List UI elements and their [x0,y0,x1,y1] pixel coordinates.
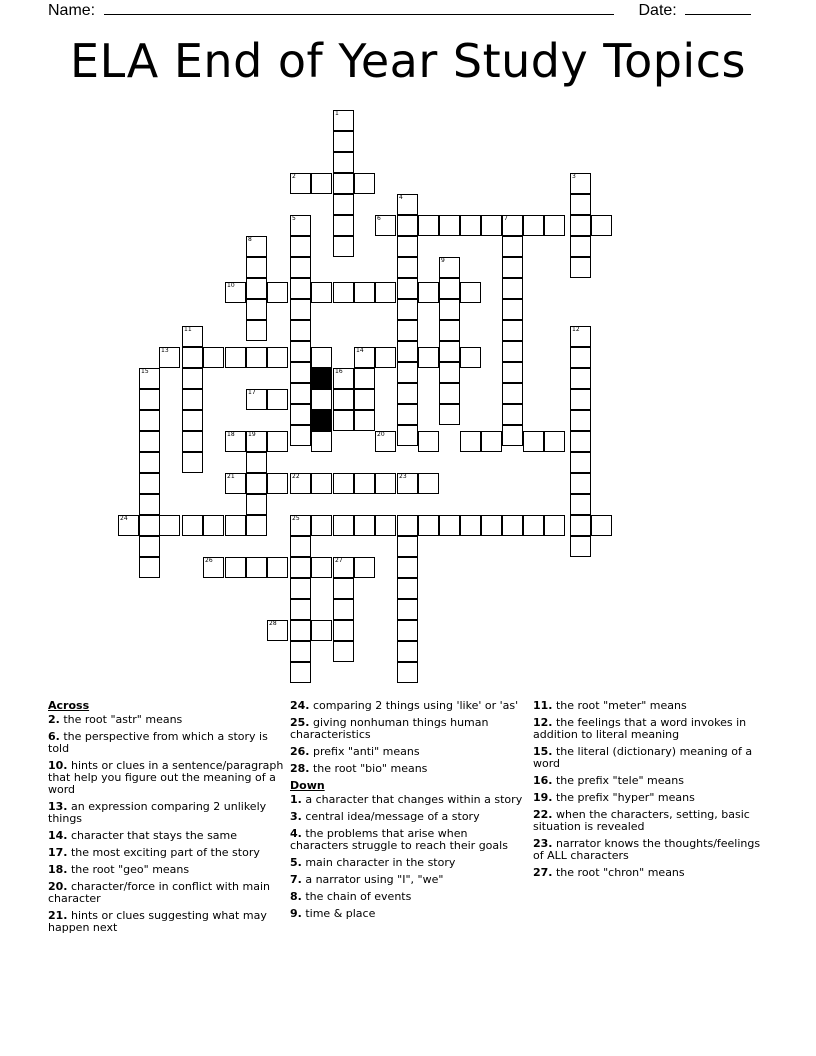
crossword-cell[interactable] [290,362,311,383]
crossword-cell[interactable] [397,215,418,236]
crossword-cell[interactable] [311,515,332,536]
crossword-cell[interactable] [311,389,332,410]
crossword-cell[interactable] [333,215,354,236]
clue-item: 24. comparing 2 things using 'like' or 'as' [290,699,519,712]
clue-number: 15 [141,368,149,375]
crossword-cell[interactable] [203,515,224,536]
crossword-cell[interactable] [182,431,203,452]
crossword-cell[interactable] [290,662,311,683]
crossword-cell[interactable] [267,389,288,410]
crossword-cell[interactable] [570,347,591,368]
crossword-cell[interactable] [418,515,439,536]
crossword-cell[interactable] [333,236,354,257]
clue-number: 21 [227,473,235,480]
crossword-cell[interactable] [570,257,591,278]
clue-column-1 [48,700,284,939]
clue-item: 18. the root "geo" means [48,863,190,876]
crossword-cell[interactable] [460,282,481,303]
clue-number: 4 [399,194,403,201]
crossword-cell[interactable] [290,383,311,404]
clue-number: 14 [356,347,364,354]
clue-number: 27 [335,557,343,564]
crossword-cell[interactable] [397,425,418,446]
crossword-cell[interactable] [139,452,160,473]
crossword-cell[interactable] [570,410,591,431]
crossword-cell[interactable] [267,282,288,303]
crossword-cell[interactable] [311,282,332,303]
crossword-cell[interactable] [354,389,375,410]
crossword-cell[interactable] [397,320,418,341]
crossword-cell[interactable] [397,299,418,320]
crossword-cell[interactable] [544,215,565,236]
crossword-cell[interactable] [311,557,332,578]
crossword-cell[interactable] [418,282,439,303]
crossword-cell[interactable] [397,662,418,683]
crossword-cell[interactable] [354,557,375,578]
crossword-cell[interactable] [333,173,354,194]
crossword-cell[interactable] [333,389,354,410]
crossword-cell[interactable] [246,494,267,515]
clue-number: 7 [504,215,508,222]
crossword-cell[interactable] [570,368,591,389]
crossword-cell[interactable] [570,389,591,410]
crossword-cell[interactable] [354,473,375,494]
clue-item: 13. an expression comparing 2 unlikely things [48,800,267,825]
crossword-cell[interactable] [290,341,311,362]
crossword-cell[interactable] [333,131,354,152]
crossword-cell[interactable] [182,452,203,473]
crossword-cell[interactable] [354,410,375,431]
crossword-cell[interactable] [523,431,544,452]
crossword-cell[interactable] [375,515,396,536]
crossword-cell[interactable] [460,515,481,536]
crossword-cell[interactable] [375,473,396,494]
crossword-cell[interactable] [439,341,460,362]
crossword-black-cell [311,368,332,389]
crossword-cell[interactable] [397,578,418,599]
clue-column-3 [533,700,769,884]
crossword-cell[interactable] [267,473,288,494]
crossword-cell[interactable] [418,215,439,236]
page-title: ELA End of Year Study Topics [70,34,746,88]
crossword-cell[interactable] [333,473,354,494]
clue-number: 5 [292,215,296,222]
crossword-cell[interactable] [246,278,267,299]
crossword-cell[interactable] [570,452,591,473]
crossword-cell[interactable] [354,368,375,389]
clue-item: 21. hints or clues suggesting what may happen next [48,909,267,934]
crossword-cell[interactable] [225,515,246,536]
crossword-cell[interactable] [139,473,160,494]
crossword-cell[interactable] [203,347,224,368]
clue-number: 2 [292,173,296,180]
clue-item: 8. the chain of events [290,890,412,903]
crossword-cell[interactable] [502,515,523,536]
clue-number: 6 [377,215,381,222]
clue-number: 16 [335,368,343,375]
crossword-cell[interactable] [225,347,246,368]
crossword-cell[interactable] [570,494,591,515]
crossword-cell[interactable] [502,341,523,362]
clue-number: 26 [205,557,213,564]
crossword-cell[interactable] [502,383,523,404]
crossword-cell[interactable] [290,536,311,557]
crossword-cell[interactable] [502,299,523,320]
crossword-cell[interactable] [246,473,267,494]
crossword-cell[interactable] [502,320,523,341]
crossword-cell[interactable] [290,641,311,662]
clue-number: 23 [399,473,407,480]
crossword-cell[interactable] [182,347,203,368]
crossword-cell[interactable] [246,515,267,536]
crossword-cell[interactable] [502,278,523,299]
clue-item: 7. a narrator using "I", "we" [290,873,444,886]
crossword-cell[interactable] [139,431,160,452]
crossword-cell[interactable] [290,425,311,446]
crossword-cell[interactable] [502,425,523,446]
crossword-cell[interactable] [290,620,311,641]
crossword-cell[interactable] [544,431,565,452]
crossword-cell[interactable] [311,173,332,194]
clue-item: 9. time & place [290,907,376,920]
crossword-cell[interactable] [544,515,565,536]
crossword-cell[interactable] [290,236,311,257]
clue-item: 25. giving nonhuman things human characteristics [290,716,489,741]
clue-column-2 [290,700,526,925]
clue-item: 15. the literal (dictionary) meaning of a word [533,745,753,770]
crossword-cell[interactable] [311,431,332,452]
crossword-cell[interactable] [333,410,354,431]
clue-item: 28. the root "bio" means [290,762,428,775]
crossword-cell[interactable] [397,362,418,383]
clue-number: 25 [292,515,300,522]
crossword-black-cell [311,410,332,431]
clue-item: 20. character/force in conflict with main character [48,880,271,905]
clue-item: 22. when the characters, setting, basic situation is revealed [533,808,750,833]
crossword-cell[interactable] [246,452,267,473]
crossword-cell[interactable] [397,599,418,620]
crossword-cell[interactable] [397,236,418,257]
crossword-cell[interactable] [570,236,591,257]
crossword-cell[interactable] [246,320,267,341]
crossword-cell[interactable] [246,347,267,368]
crossword-cell[interactable] [139,557,160,578]
clue-item: 4. the problems that arise when characters struggle to reach their goals [290,827,508,852]
crossword-cell[interactable] [290,599,311,620]
crossword-cell[interactable] [397,341,418,362]
crossword-cell[interactable] [439,299,460,320]
crossword-cell[interactable] [397,557,418,578]
crossword-cell[interactable] [182,389,203,410]
crossword-cell[interactable] [481,515,502,536]
crossword-cell[interactable] [397,641,418,662]
crossword-cell[interactable] [439,404,460,425]
crossword-cell[interactable] [182,368,203,389]
clue-item: 26. prefix "anti" means [290,745,420,758]
crossword-cell[interactable] [481,431,502,452]
crossword-cell[interactable] [481,215,502,236]
crossword-cell[interactable] [290,578,311,599]
clue-item: 12. the feelings that a word invokes in addition to literal meaning [533,716,747,741]
crossword-cell[interactable] [397,278,418,299]
clue-item: 27. the root "chron" means [533,866,685,879]
clue-item: 19. the prefix "hyper" means [533,791,695,804]
crossword-cell[interactable] [439,362,460,383]
crossword-cell[interactable] [139,410,160,431]
crossword-cell[interactable] [439,515,460,536]
crossword-cell[interactable] [354,282,375,303]
crossword-cell[interactable] [439,215,460,236]
crossword-cell[interactable] [333,515,354,536]
crossword-cell[interactable] [591,515,612,536]
crossword-cell[interactable] [139,494,160,515]
crossword-cell[interactable] [311,473,332,494]
clue-item: 16. the prefix "tele" means [533,774,684,787]
clue-item: 14. character that stays the same [48,829,238,842]
crossword-cell[interactable] [375,282,396,303]
crossword-cell[interactable] [570,536,591,557]
crossword-cell[interactable] [139,515,160,536]
crossword-cell[interactable] [267,347,288,368]
clue-heading: Down [290,779,325,792]
date-label: Date: [638,2,677,19]
clue-number: 1 [335,110,339,117]
crossword-cell[interactable] [439,278,460,299]
crossword-cell[interactable] [439,383,460,404]
crossword-cell[interactable] [246,257,267,278]
crossword-cell[interactable] [397,257,418,278]
crossword-cell[interactable] [246,299,267,320]
crossword-cell[interactable] [418,431,439,452]
crossword-cell[interactable] [267,431,288,452]
clue-number: 3 [572,173,576,180]
crossword-cell[interactable] [502,404,523,425]
crossword-cell[interactable] [159,515,180,536]
clue-number: 10 [227,282,235,289]
clue-number: 20 [377,431,385,438]
clue-number: 22 [292,473,300,480]
crossword-cell[interactable] [418,347,439,368]
crossword-cell[interactable] [397,515,418,536]
clue-item: 5. main character in the story [290,856,456,869]
clue-heading: Across [48,699,90,712]
crossword-cell[interactable] [333,194,354,215]
clue-item: 1. a character that changes within a story [290,793,523,806]
crossword-cell[interactable] [290,278,311,299]
crossword-cell[interactable] [502,236,523,257]
clue-number: 17 [248,389,256,396]
crossword-cell[interactable] [290,557,311,578]
crossword-cell[interactable] [570,215,591,236]
crossword-cell[interactable] [290,299,311,320]
clue-number: 8 [248,236,252,243]
clue-item: 23. narrator knows the thoughts/feelings of ALL characters [533,837,761,862]
clue-number: 28 [269,620,277,627]
crossword-cell[interactable] [397,620,418,641]
clue-number: 9 [441,257,445,264]
crossword-cell[interactable] [290,404,311,425]
crossword-cell[interactable] [333,620,354,641]
crossword-cell[interactable] [570,515,591,536]
crossword-cell[interactable] [311,347,332,368]
crossword-cell[interactable] [267,557,288,578]
crossword-cell[interactable] [591,215,612,236]
clue-number: 12 [572,326,580,333]
name-label: Name: [48,2,96,19]
crossword-cell[interactable] [375,347,396,368]
crossword-cell[interactable] [182,410,203,431]
clue-item: 11. the root "meter" means [533,699,687,712]
crossword-cell[interactable] [418,473,439,494]
crossword-cell[interactable] [570,473,591,494]
clue-number: 11 [184,326,192,333]
crossword-cell[interactable] [502,362,523,383]
crossword-cell[interactable] [354,173,375,194]
clue-item: 6. the perspective from which a story is told [48,730,268,755]
clue-number: 13 [161,347,169,354]
crossword-cell[interactable] [397,383,418,404]
crossword-cell[interactable] [397,536,418,557]
crossword-cell[interactable] [333,599,354,620]
crossword-cell[interactable] [439,320,460,341]
crossword-cell[interactable] [246,557,267,578]
crossword-cell[interactable] [523,515,544,536]
crossword-cell[interactable] [570,194,591,215]
clue-number: 19 [248,431,256,438]
crossword-cell[interactable] [354,515,375,536]
crossword-cell[interactable] [333,282,354,303]
crossword-cell[interactable] [460,347,481,368]
crossword-cell[interactable] [333,578,354,599]
crossword-cell[interactable] [139,389,160,410]
clue-item: 2. the root "astr" means [48,713,183,726]
clue-item: 17. the most exciting part of the story [48,846,260,859]
crossword-cell[interactable] [333,152,354,173]
clue-item: 10. hints or clues in a sentence/paragraph that help you figure out the meaning of a word [48,759,284,796]
crossword-cell[interactable] [570,431,591,452]
clue-number: 24 [120,515,128,522]
crossword-cell[interactable] [397,404,418,425]
crossword-cell[interactable] [523,215,544,236]
clue-item: 3. central idea/message of a story [290,810,480,823]
crossword-cell[interactable] [333,641,354,662]
crossword-cell[interactable] [502,257,523,278]
crossword-cell[interactable] [139,536,160,557]
crossword-cell[interactable] [290,320,311,341]
crossword-cell[interactable] [225,557,246,578]
crossword-cell[interactable] [460,215,481,236]
clue-number: 18 [227,431,235,438]
crossword-cell[interactable] [290,257,311,278]
crossword-cell[interactable] [460,431,481,452]
crossword-cell[interactable] [311,620,332,641]
crossword-cell[interactable] [182,515,203,536]
